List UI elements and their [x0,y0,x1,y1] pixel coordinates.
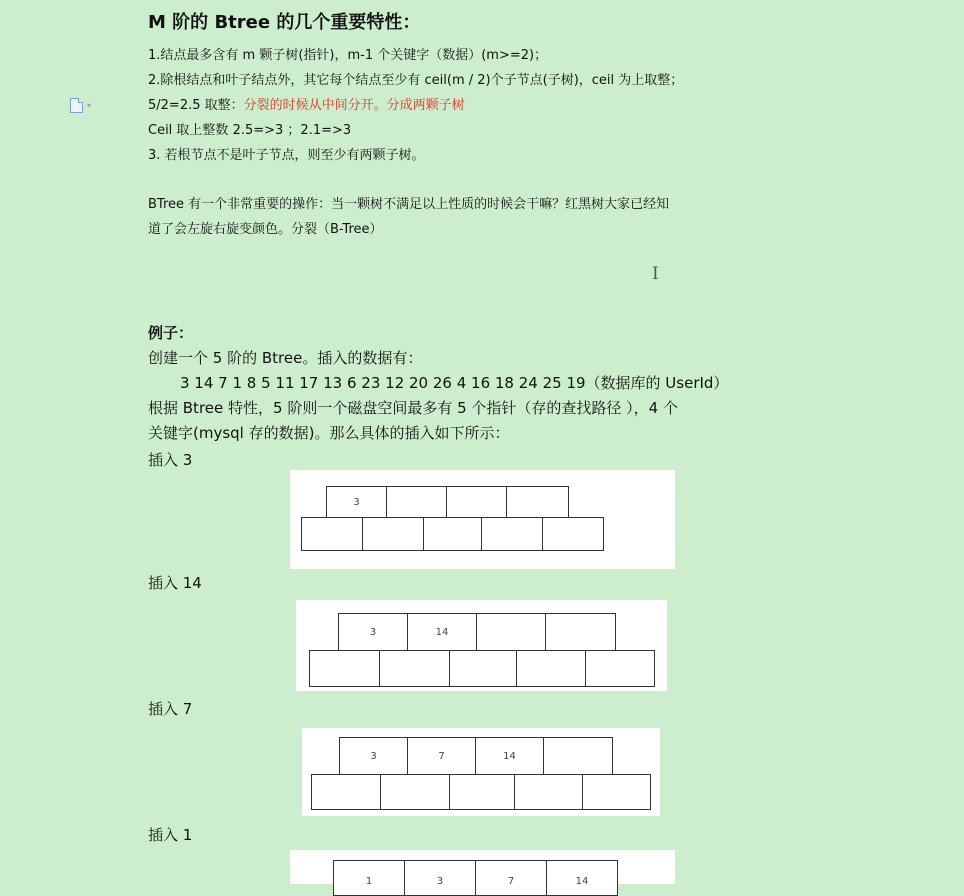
pointer-cell [449,774,515,810]
pointer-cell [514,774,583,810]
node-diagram [296,600,667,691]
key-cell [476,613,546,651]
key-cell: 3 [339,737,408,775]
pointer-cell [309,650,380,687]
text-cursor-icon: I [652,264,659,284]
insert-label: 插入 7 [148,700,193,718]
btree-para-line1: BTree 有一个非常重要的操作：当一颗树不满足以上性质的时候会干嘛？红黑树大家已经知 [148,197,670,212]
key-cell: 7 [407,737,476,775]
example-line1: 创建一个 5 阶的 Btree。插入的数据有： [148,349,423,367]
ceil-note: Ceil 取上整数 2.5=>3 ；2.1=>3 [148,123,352,138]
key-cell [386,486,447,518]
key-cell: 3 [338,613,408,651]
property-3: 3. 若根节点不是叶子节点，则至少有两颗子树。 [148,148,425,163]
key-cell: 3 [404,860,476,896]
key-cell: 1 [333,860,405,896]
key-cell [543,737,613,775]
chevron-down-icon[interactable]: ▾ [87,101,92,110]
example-line4: 关键字(mysql 存的数据)。那么具体的插入如下所示： [148,424,510,442]
node-diagram [290,470,675,569]
node-diagram [290,850,675,887]
pointer-cell [449,650,517,687]
insert-label: 插入 14 [148,574,202,592]
key-cell: 14 [407,613,477,651]
key-cell: 3 [326,486,387,518]
page-title: M 阶的 Btree 的几个重要特性： [148,12,421,33]
property-3-note [148,97,465,115]
document-icon[interactable] [70,98,83,113]
key-cell: 7 [475,860,547,896]
example-line3: 根据 Btree 特性，5 阶则一个磁盘空间最多有 5 个指针（存的查找路径 ），4 个 [148,399,678,417]
pointer-cell [516,650,586,687]
node-diagram [302,728,660,816]
key-cell [446,486,507,518]
pointer-cell [379,650,450,687]
pointer-cell [301,517,363,551]
pointer-cell [311,774,381,810]
key-cell [506,486,569,518]
insert-label: 插入 3 [148,451,193,469]
key-cell [545,613,616,651]
property-2: 2.除根结点和叶子结点外，其它每个结点至少有 ceil(m / 2)个子节点(子树)，ceil 为上取整； [148,73,684,88]
rounding-note: 5/2=2.5 取整： [148,98,244,113]
key-cell: 14 [475,737,544,775]
property-1: 1.结点最多含有 m 颗子树(指针)，m-1 个关键字（数据）(m>=2)； [148,48,548,63]
example-data-line: 3 14 7 1 8 5 11 17 13 6 23 12 20 26 4 16 18 24 25 19（数据库的 UserId） [180,374,729,392]
btree-para-line2: 道了会左旋右旋变颜色。分裂（B-Tree） [148,222,383,237]
pointer-cell [362,517,424,551]
example-heading: 例子： [148,324,194,342]
pointer-cell [582,774,651,810]
split-note: 分裂的时候从中间分开。分成两颗子树 [243,98,465,113]
pointer-cell [380,774,450,810]
pointer-cell [542,517,604,551]
pointer-cell [481,517,543,551]
pointer-cell [585,650,655,687]
insert-label: 插入 1 [148,826,193,844]
pointer-cell [423,517,482,551]
key-cell: 14 [546,860,618,896]
